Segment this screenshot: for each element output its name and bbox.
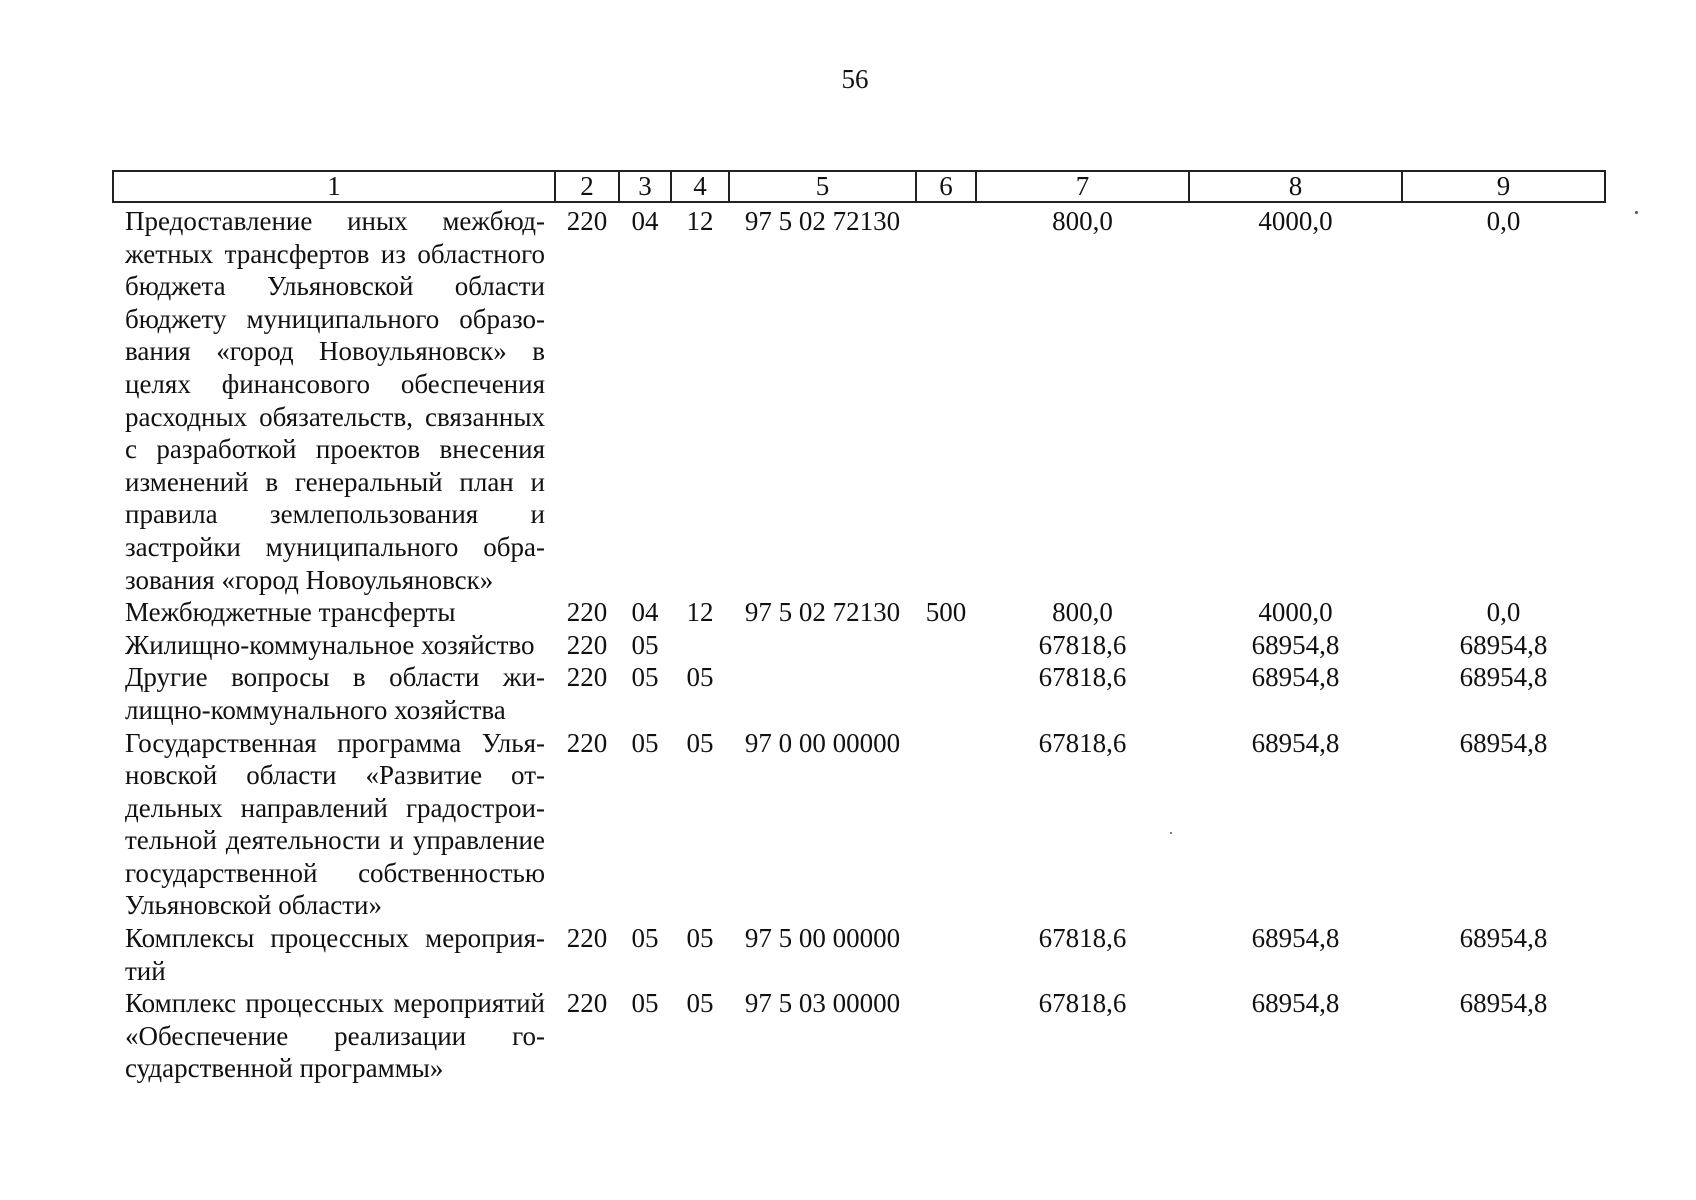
admin-code-cell: 220 [566, 206, 608, 236]
section-cell: 05 [631, 662, 659, 693]
section-cell: 05 [631, 727, 659, 758]
admin-code-cell: 220 [566, 662, 608, 693]
subsection-cell [671, 629, 729, 662]
column-header: 3 [619, 171, 671, 202]
budget-table [112, 170, 1606, 1085]
expense-type-cell [916, 202, 976, 596]
subsection-cell: 05 [686, 923, 714, 954]
subsection-cell: 05 [686, 727, 714, 758]
scan-speck [1170, 832, 1172, 834]
row-name-cell: Предоставление иных межбюджетных трансфертов из областного бюджета Ульяновской области бюджету муниципального образования «город Новоульяновск» в целях финансового обеспечения расходных обязательств, связанных с разработкой проектов внесения изменений в генеральный план и правила землепользования и застройки муниципального образования «город Новоульяновск» [125, 206, 545, 595]
amount-col7-cell: 67818,6 [1038, 727, 1127, 758]
row-name-cell: Другие вопросы в области жилищно-коммунального хозяйства [125, 662, 545, 725]
target-article-cell: 97 5 00 00000 [744, 923, 901, 954]
amount-col9-cell: 68954,8 [1459, 629, 1548, 660]
expense-type-cell [916, 922, 976, 987]
target-article-cell: 97 5 02 72130 [744, 206, 901, 236]
expense-type-cell [916, 629, 976, 662]
target-article-cell: 97 5 02 72130 [744, 597, 901, 628]
admin-code-cell: 220 [566, 629, 608, 660]
table-row [113, 987, 1605, 1085]
table-row [113, 922, 1605, 987]
amount-col9-cell: 68954,8 [1459, 727, 1548, 758]
amount-col8-cell: 68954,8 [1251, 662, 1340, 693]
amount-col7-cell: 67818,6 [1038, 629, 1127, 660]
row-name-cell: Жилищно-коммунальное хозяйство [125, 629, 535, 660]
amount-col9-cell: 68954,8 [1459, 923, 1548, 954]
section-cell: 05 [631, 629, 659, 660]
admin-code-cell: 220 [566, 988, 608, 1019]
target-article-cell: 97 0 00 00000 [744, 727, 901, 758]
target-article-cell: 97 5 03 00000 [744, 988, 901, 1019]
amount-col7-cell: 800,0 [1052, 597, 1113, 628]
section-cell: 04 [631, 597, 659, 628]
subsection-cell: 05 [686, 988, 714, 1019]
amount-col8-cell: 68954,8 [1251, 629, 1340, 660]
column-number-header [113, 171, 1605, 202]
expense-type-cell: 500 [925, 597, 967, 628]
amount-col8-cell: 4000,0 [1258, 206, 1333, 236]
target-article-cell [729, 661, 916, 726]
subsection-cell: 12 [686, 597, 714, 628]
amount-col9-cell: 0,0 [1486, 597, 1521, 628]
table-row [113, 629, 1605, 662]
table-row [113, 596, 1605, 629]
column-header: 6 [916, 171, 976, 202]
column-header: 9 [1402, 171, 1605, 202]
subsection-cell: 05 [686, 662, 714, 693]
expense-type-cell [916, 987, 976, 1085]
column-header: 8 [1189, 171, 1402, 202]
column-header: 7 [976, 171, 1189, 202]
table-row [113, 202, 1605, 596]
scan-speck [1635, 211, 1638, 214]
amount-col7-cell: 67818,6 [1038, 988, 1127, 1019]
amount-col9-cell: 68954,8 [1459, 662, 1548, 693]
amount-col9-cell: 0,0 [1486, 206, 1521, 236]
target-article-cell [729, 629, 916, 662]
admin-code-cell: 220 [566, 923, 608, 954]
expense-type-cell [916, 661, 976, 726]
section-cell: 05 [631, 988, 659, 1019]
subsection-cell: 12 [686, 206, 714, 236]
expense-type-cell [916, 727, 976, 923]
column-header: 1 [113, 171, 555, 202]
amount-col7-cell: 67818,6 [1038, 662, 1127, 693]
admin-code-cell: 220 [566, 727, 608, 758]
section-cell: 04 [631, 206, 659, 236]
row-name-cell: Комплекс процессных мероприятий «Обеспечение реализации государственной программы» [125, 988, 545, 1084]
row-name-cell: Межбюджетные трансферты [125, 597, 456, 628]
amount-col8-cell: 68954,8 [1251, 923, 1340, 954]
amount-col8-cell: 68954,8 [1251, 727, 1340, 758]
amount-col9-cell: 68954,8 [1459, 988, 1548, 1019]
page-number: 56 [841, 64, 869, 94]
row-name-cell: Комплексы процессных мероприятий [125, 923, 545, 986]
table-row [113, 661, 1605, 726]
column-header: 4 [671, 171, 729, 202]
row-name-cell: Государственная программа Ульяновской области «Развитие отдельных направлений градостроительной деятельности и управление государственной собственностью Ульяновской области» [125, 727, 545, 921]
amount-col7-cell: 67818,6 [1038, 923, 1127, 954]
amount-col8-cell: 68954,8 [1251, 988, 1340, 1019]
column-header: 2 [555, 171, 619, 202]
table-row [113, 727, 1605, 923]
admin-code-cell: 220 [566, 597, 608, 628]
section-cell: 05 [631, 923, 659, 954]
amount-col8-cell: 4000,0 [1258, 597, 1333, 628]
column-header: 5 [729, 171, 916, 202]
amount-col7-cell: 800,0 [1052, 206, 1113, 236]
